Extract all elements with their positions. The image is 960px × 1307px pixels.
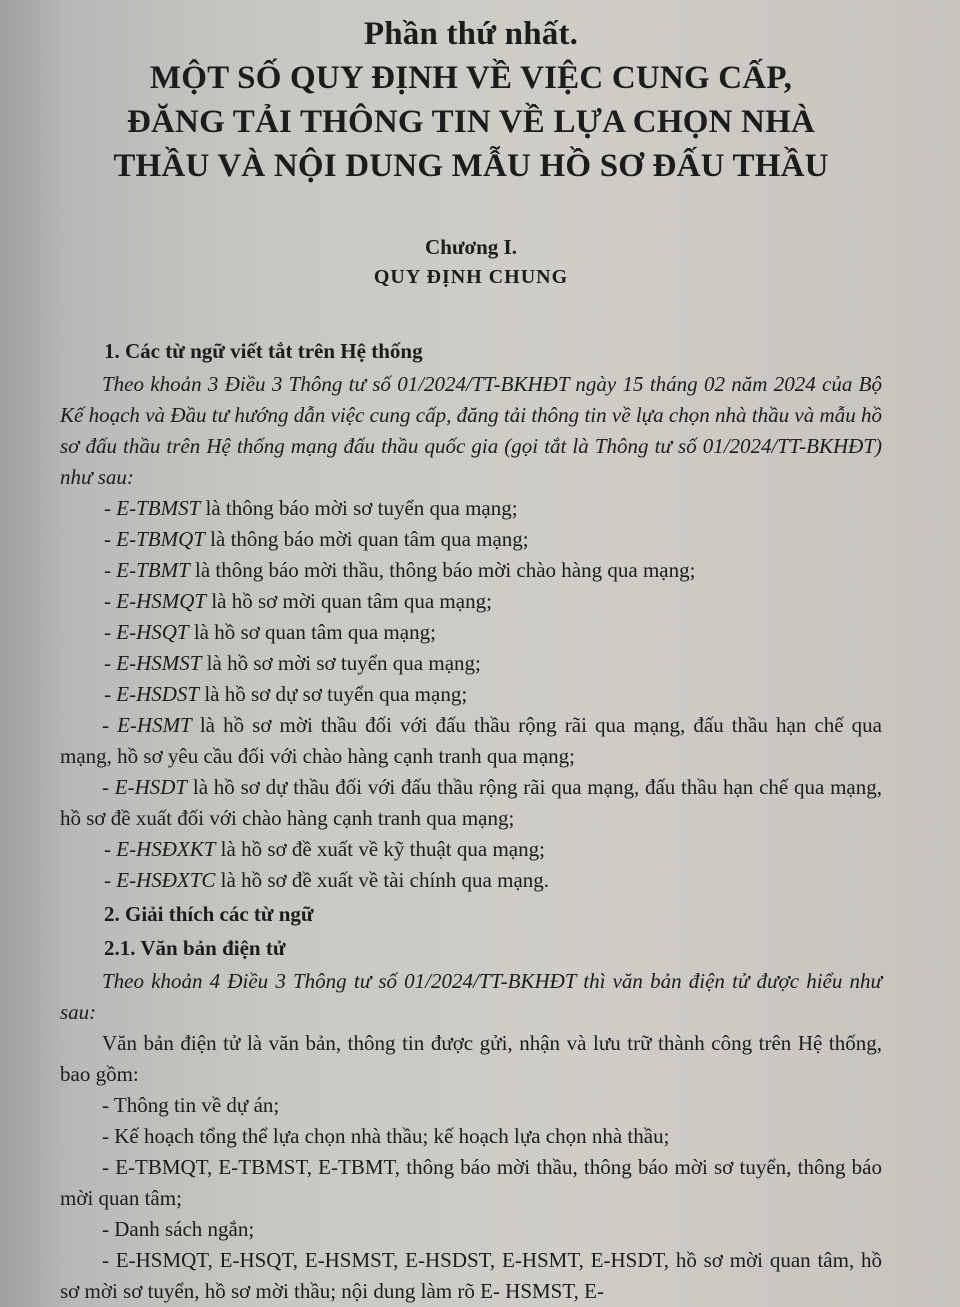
document-type-list <box>60 1090 882 1307</box>
list-item: - E-HSMST là hồ sơ mời sơ tuyển qua mạng; <box>104 651 481 675</box>
list-item: - E-HSMT là hồ sơ mời thầu đối với đấu thầu rộng rãi qua mạng, đấu thầu hạn chế qua mạng, hồ sơ yêu cầu đối với chào hàng cạnh tranh qua mạng; <box>60 713 882 768</box>
abbreviation-list <box>60 493 882 896</box>
list-item: - E-HSDT là hồ sơ dự thầu đối với đấu thầu rộng rãi qua mạng, đấu thầu hạn chế qua mạng, hồ sơ đề xuất đối với chào hàng cạnh tranh qua mạng; <box>60 775 882 830</box>
title-line-2: ĐĂNG TẢI THÔNG TIN VỀ LỰA CHỌN NHÀ <box>126 104 815 140</box>
chapter-heading <box>60 232 882 292</box>
section-2-1-intro: Theo khoản 4 Điều 3 Thông tư số 01/2024/TT-BKHĐT thì văn bản điện tử được hiểu như sau: <box>60 969 882 1024</box>
list-item: - E-HSMQT, E-HSQT, E-HSMST, E-HSDST, E-HSMT, E-HSDT, hồ sơ mời quan tâm, hồ sơ mời sơ tuyển, hồ sơ mời thầu; nội dung làm rõ E- HSMST, E- <box>60 1248 882 1303</box>
chapter-number: Chương I. <box>425 235 517 259</box>
section-2-heading: 2. Giải thích các từ ngữ <box>104 902 314 926</box>
list-item: - E-HSQT là hồ sơ quan tâm qua mạng; <box>104 620 436 644</box>
list-item: - E-HSMQT là hồ sơ mời quan tâm qua mạng; <box>104 589 492 613</box>
section-2-1-heading: 2.1. Văn bản điện tử <box>104 936 286 960</box>
section-1-heading: 1. Các từ ngữ viết tắt trên Hệ thống <box>104 339 423 363</box>
list-item: - E-TBMQT là thông báo mời quan tâm qua mạng; <box>104 527 529 551</box>
list-item: - Kế hoạch tổng thể lựa chọn nhà thầu; kế hoạch lựa chọn nhà thầu; <box>102 1124 670 1148</box>
section-1-intro: Theo khoản 3 Điều 3 Thông tư số 01/2024/TT-BKHĐT ngày 15 tháng 02 năm 2024 của Bộ Kế hoạch và Đầu tư hướng dẫn việc cung cấp, đăng tải thông tin về lựa chọn nhà thầu và mẫu hồ sơ đấu thầu trên Hệ thống mạng đấu thầu quốc gia (gọi tắt là Thông tư số 01/2024/TT-BKHĐT) như sau: <box>60 372 882 489</box>
title-line-3: THẦU VÀ NỘI DUNG MẪU HỒ SƠ ĐẤU THẦU <box>113 148 829 184</box>
part-title <box>60 12 882 188</box>
list-item: - E-TBMT là thông báo mời thầu, thông báo mời chào hàng qua mạng; <box>104 558 696 582</box>
list-item: - E-TBMST là thông báo mời sơ tuyển qua mạng; <box>104 496 518 520</box>
document-body <box>60 336 882 1307</box>
list-item: - E-TBMQT, E-TBMST, E-TBMT, thông báo mời thầu, thông báo mời sơ tuyển, thông báo mời quan tâm; <box>60 1155 882 1210</box>
chapter-name: QUY ĐỊNH CHUNG <box>373 266 569 288</box>
list-item: - E-HSDST là hồ sơ dự sơ tuyển qua mạng; <box>104 682 468 706</box>
list-item: - Thông tin về dự án; <box>102 1093 280 1117</box>
list-item: - E-HSĐXKT là hồ sơ đề xuất về kỹ thuật qua mạng; <box>104 837 545 861</box>
list-item: - E-HSĐXTC là hồ sơ đề xuất về tài chính qua mạng. <box>104 868 550 892</box>
part-label: Phần thứ nhất. <box>363 16 579 52</box>
title-line-1: MỘT SỐ QUY ĐỊNH VỀ VIỆC CUNG CẤP, <box>149 60 793 96</box>
list-item: - Danh sách ngắn; <box>102 1217 255 1241</box>
section-2-1-definition: Văn bản điện tử là văn bản, thông tin được gửi, nhận và lưu trữ thành công trên Hệ thống, bao gồm: <box>60 1031 882 1086</box>
